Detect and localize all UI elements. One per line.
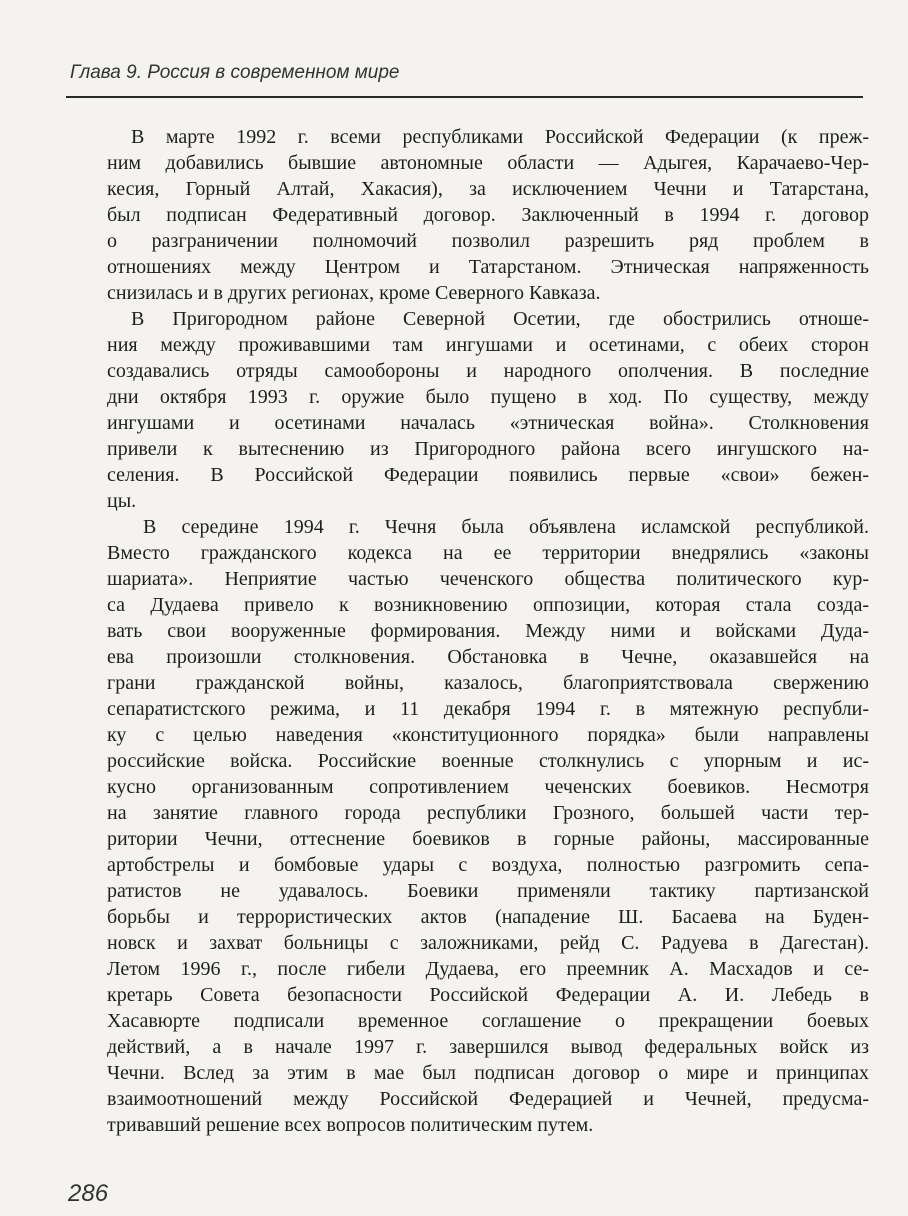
text-line: грани гражданской войны, казалось, благоприятствовала свержению [107,672,869,694]
text-line: новск и захват больницы с заложниками, рейд С. Радуева в Дагестан). [107,932,869,954]
text-line: В марте 1992 г. всеми республиками Российской Федерации (к преж- [131,126,869,148]
text-line: ку с целью наведения «конституционного порядка» были направлены [107,724,869,746]
text-line: цы. [107,490,137,512]
text-line: тривавший решение всех вопросов политическим путем. [107,1114,594,1136]
text-line: сепаратистского режима, и 11 декабря 1994 г. в мятежную республи- [107,698,869,720]
paragraph [107,124,869,306]
text-line: взаимоотношений между Российской Федерацией и Чечней, предусма- [107,1088,869,1110]
text-line: са Дудаева привело к возникновению оппозиции, которая стала созда- [107,594,869,616]
text-line: В середине 1994 г. Чечня была объявлена исламской республикой. [143,516,869,538]
text-line: Хасавюрте подписали временное соглашение о прекращении боевых [107,1010,869,1032]
running-header: Глава 9. Россия в современном мире [70,62,400,83]
text-line: вать свои вооруженные формирования. Между ними и войсками Дуда- [107,620,869,642]
text-line: действий, а в начале 1997 г. завершился вывод федеральных войск из [107,1036,869,1058]
text-line: шариата». Неприятие частью чеченского общества политического кур- [107,568,869,590]
text-line: отношениях между Центром и Татарстаном. Этническая напряженность [107,256,869,278]
text-line: о разграничении полномочий позволил разрешить ряд проблем в [107,230,869,252]
text-line: российские войска. Российские военные столкнулись с упорным и ис- [107,750,869,772]
text-line: ингушами и осетинами началась «этническая война». Столкновения [107,412,869,434]
text-line: дни октября 1993 г. оружие было пущено в ход. По существу, между [107,386,869,408]
paragraph [107,514,869,1138]
text-line: привели к вытеснению из Пригородного района всего ингушского на- [107,438,869,460]
page-body [107,124,869,1138]
text-line: борьбы и террористических актов (нападение Ш. Басаева на Буден- [107,906,869,928]
text-line: был подписан Федеративный договор. Заключенный в 1994 г. договор [107,204,869,226]
text-line: Летом 1996 г., после гибели Дудаева, его преемник А. Масхадов и се- [107,958,869,980]
paragraph [107,306,869,514]
text-line: ратистов не удавалось. Боевики применяли тактику партизанской [107,880,869,902]
text-line: на занятие главного города республики Грозного, большей части тер- [107,802,869,824]
text-line: ним добавились бывшие автономные области — Адыгея, Карачаево-Чер- [107,152,869,174]
text-line: В Пригородном районе Северной Осетии, где обострились отноше- [131,308,869,330]
text-line: кесия, Горный Алтай, Хакасия), за исключением Чечни и Татарстана, [107,178,869,200]
text-line: ния между проживавшими там ингушами и осетинами, с обеих сторон [107,334,869,356]
text-line: создавались отряды самообороны и народного ополчения. В последние [107,360,869,382]
text-line: Вместо гражданского кодекса на ее территории внедрялись «законы [107,542,869,564]
page-number: 286 [68,1180,109,1207]
text-line: кретарь Совета безопасности Российской Федерации А. И. Лебедь в [107,984,869,1006]
text-line: Чечни. Вслед за этим в мае был подписан договор о мире и принципах [107,1062,869,1084]
text-line: кусно организованным сопротивлением чеченских боевиков. Несмотря [107,776,869,798]
text-line: артобстрелы и бомбовые удары с воздуха, полностью разгромить сепа- [107,854,869,876]
text-line: селения. В Российской Федерации появились первые «свои» бежен- [107,464,869,486]
text-line: ритории Чечни, оттеснение боевиков в горные районы, массированные [107,828,869,850]
text-line: снизилась и в других регионах, кроме Северного Кавказа. [107,282,601,304]
text-line: ева произошли столкновения. Обстановка в Чечне, оказавшейся на [107,646,869,668]
header-rule [66,96,863,98]
